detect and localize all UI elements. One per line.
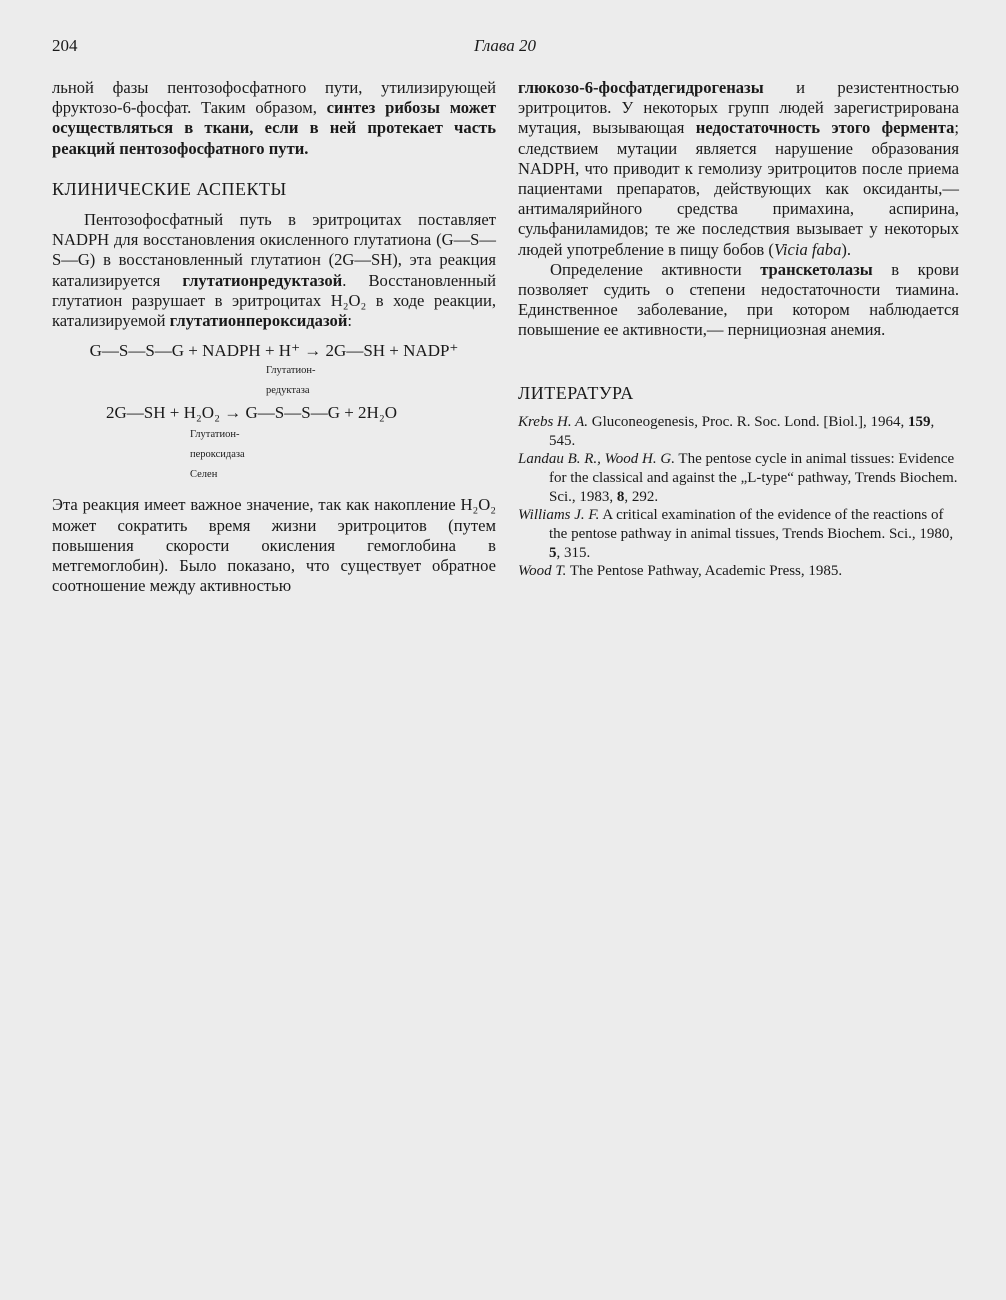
reference-item — [518, 506, 959, 562]
reference-volume: 5 — [549, 544, 557, 561]
text-run: ). — [841, 239, 852, 259]
bold-text-run: глюкозо-6-фосфатдегидрогеназы — [518, 78, 764, 97]
enzyme-label-line: Глутатион- — [266, 365, 316, 377]
reference-volume: 8 — [616, 488, 625, 505]
text-run: в крови позволяет судить о степени недостаточности тиамина. Единственное заболевание, при котором наблюдается повышение ее активности,— пернициозная анемия. — [518, 259, 959, 340]
reference-text: Gluconeogenesis, Proc. R. Soc. Lond. [Biol.], 1964, — [588, 413, 908, 430]
reference-text: The Pentose Pathway, Academic Press, 1985. — [566, 563, 843, 580]
references-list — [518, 413, 959, 581]
right-column — [518, 78, 959, 581]
reference-volume: 159 — [907, 413, 931, 430]
page-header — [52, 36, 958, 58]
enzyme-label-line: пероксидаза — [190, 449, 245, 461]
equation-glutathione-peroxidase: 2G—SH + H₂O₂ → G—S—S—G + 2H₂O — [106, 403, 398, 423]
continuation-paragraph — [52, 78, 496, 159]
continued-paragraph — [518, 78, 959, 260]
reference-authors: Williams J. F. — [518, 507, 600, 524]
reference-authors: Krebs H. A. — [518, 413, 589, 430]
text-run: Определение активности — [550, 259, 761, 279]
reference-item — [518, 413, 959, 450]
equation-glutathione-reductase: G—S—S—G + NADPH + H⁺ → 2G—SH + NADP⁺ — [89, 341, 459, 361]
text-run: льной фазы пентозофосфатного пути, утилизирующей фруктозо-6-фосфат. Таким образом, — [52, 78, 496, 118]
running-head: Глава 20 — [474, 36, 536, 55]
reference-text: A critical examination of the evidence of the reactions of the pentose pathway in animal tissues, Trends Biochem. Sci., 1980, — [549, 507, 954, 543]
reference-pages: , 545. — [549, 413, 935, 449]
text-run: . Восстановленный глутатион разрушает в эритроцитах H₂O₂ в ходе реакции, катализируемой — [52, 270, 496, 331]
bold-text-run: синтез рибозы может осуществляться в ткани, если в ней протекает часть реакций пентозофосфатного пути. — [52, 98, 496, 158]
enzyme-label-line: редуктаза — [266, 385, 310, 397]
reference-item — [518, 562, 959, 581]
enzyme-label-peroxidase — [190, 425, 496, 485]
reference-item — [518, 450, 959, 506]
clinical-paragraph-2: Эта реакция имеет важное значение, так как накопление H₂O₂ может сократить время жизни эритроцитов (путем повышения скорости окисления гемоглобина в метгемоглобин). Было показано, что существует обратное соотношение между активностью — [52, 495, 496, 596]
bold-text-run: глутатионпероксидазой — [169, 311, 348, 331]
left-column — [52, 78, 496, 596]
text-run: : — [347, 311, 353, 331]
text-run: Пентозофосфатный путь в эритроцитах поставляет NADPH для восстановления окисленного глутатиона (G—S—S—G) в восстановленный глутатион (2G—SH), эта реакция катализируется — [52, 210, 496, 290]
references-heading: ЛИТЕРАТУРА — [518, 382, 634, 403]
reference-pages: , 292. — [624, 488, 659, 505]
text-run: и резистентностью эритроцитов. У некоторых групп людей зарегистрирована мутация, вызывающая — [518, 78, 959, 138]
enzyme-label-reductase — [266, 361, 496, 401]
reference-text: The pentose cycle in animal tissues: Evidence for the classical and against the „L-type“ pathway, Trends Biochem. Sci., 1983, — [549, 451, 958, 505]
bold-text-run: глутатионредуктазой — [182, 270, 343, 290]
clinical-paragraph-1 — [52, 210, 496, 331]
reference-pages: , 315. — [556, 544, 591, 561]
enzyme-label-line: Глутатион- — [190, 429, 240, 441]
reference-authors: Landau B. R., Wood H. G. — [518, 451, 675, 468]
page-number: 204 — [52, 36, 78, 55]
text-run: ; следствием мутации является нарушение образования NADPH, что приводит к гемолизу эритроцитов после приема пациентами препаратов, действующих как оксиданты,— антималярийного средства примахина, аспирина, сульфаниламидов; те же последствия вызывает у некоторых людей употребление в пищу бобов ( — [518, 118, 959, 259]
section-heading: КЛИНИЧЕСКИЕ АСПЕКТЫ — [52, 178, 287, 199]
transketolase-paragraph — [518, 260, 959, 341]
reference-authors: Wood T. — [518, 563, 567, 580]
enzyme-label-line: Селен — [190, 469, 218, 481]
bold-text-run: недостаточность этого фермента — [695, 118, 955, 138]
bold-text-run: транскетолазы — [760, 259, 873, 279]
italic-text-run: Vicia faba — [773, 239, 842, 259]
